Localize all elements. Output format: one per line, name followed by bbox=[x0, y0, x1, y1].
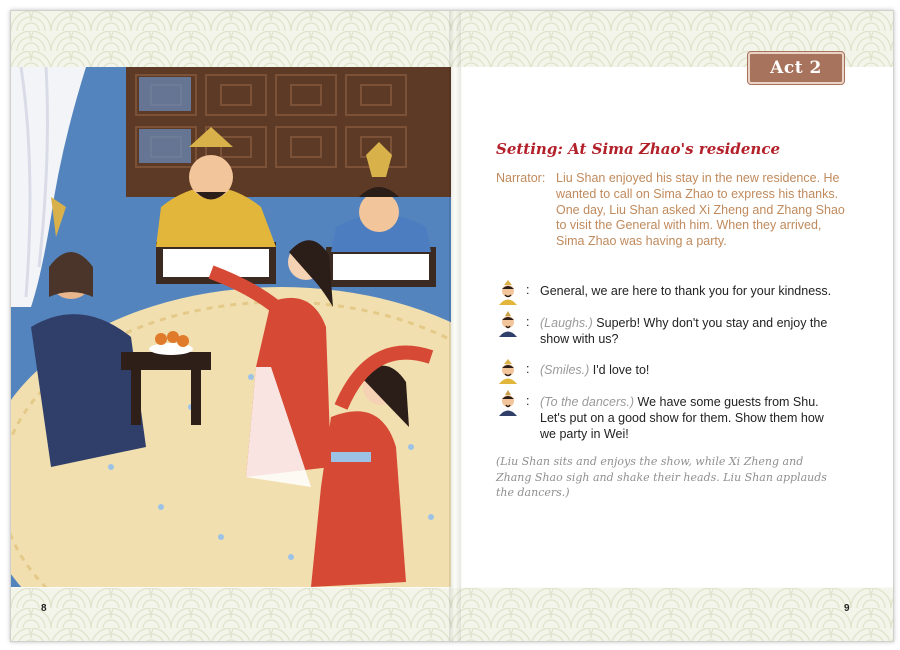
dialogue-text: We have some guests from Shu. Let's put on a good show for them. Show them how we party in Wei! bbox=[540, 395, 824, 441]
narrator-label: Narrator: bbox=[496, 171, 546, 185]
dialogue-text: I'd love to! bbox=[592, 363, 650, 377]
sima-zhao-avatar-icon bbox=[496, 390, 520, 416]
stage-direction: (Liu Shan sits and enjoys the show, while Xi Zheng and Zhang Shao sigh and shake their heads. Liu Shan applauds the dancers.) bbox=[496, 455, 827, 499]
stage-direction-inline: (To the dancers.) bbox=[540, 395, 635, 409]
banquet-illustration bbox=[11, 67, 451, 587]
act-badge bbox=[748, 52, 844, 84]
stage-direction-inline: (Smiles.) bbox=[540, 363, 590, 377]
liu-shan-avatar-icon bbox=[496, 358, 520, 384]
dialogue-text: General, we are here to thank you for your kindness. bbox=[540, 284, 832, 298]
liu-shan-avatar-icon bbox=[496, 279, 520, 305]
book-gutter bbox=[449, 11, 461, 641]
dialogue-text: Superb! Why don't you stay and enjoy the show with us? bbox=[540, 316, 828, 346]
sima-zhao-avatar-icon bbox=[496, 311, 520, 337]
narrator-text: Liu Shan enjoyed his stay in the new residence. He wanted to call on Sima Zhao to express his thanks. One day, Liu Shan asked Xi Zheng and Zhang Shao to visit the General with him. When they arrived, Sima Zhao was having a party. bbox=[556, 171, 845, 249]
page-number-left: 8 bbox=[41, 603, 47, 614]
stage-direction-inline: (Laughs.) bbox=[540, 316, 593, 330]
page-number-right: 9 bbox=[844, 603, 850, 614]
setting-heading: Setting: At Sima Zhao's residence bbox=[496, 140, 780, 158]
act-label: Act 2 bbox=[770, 58, 822, 78]
